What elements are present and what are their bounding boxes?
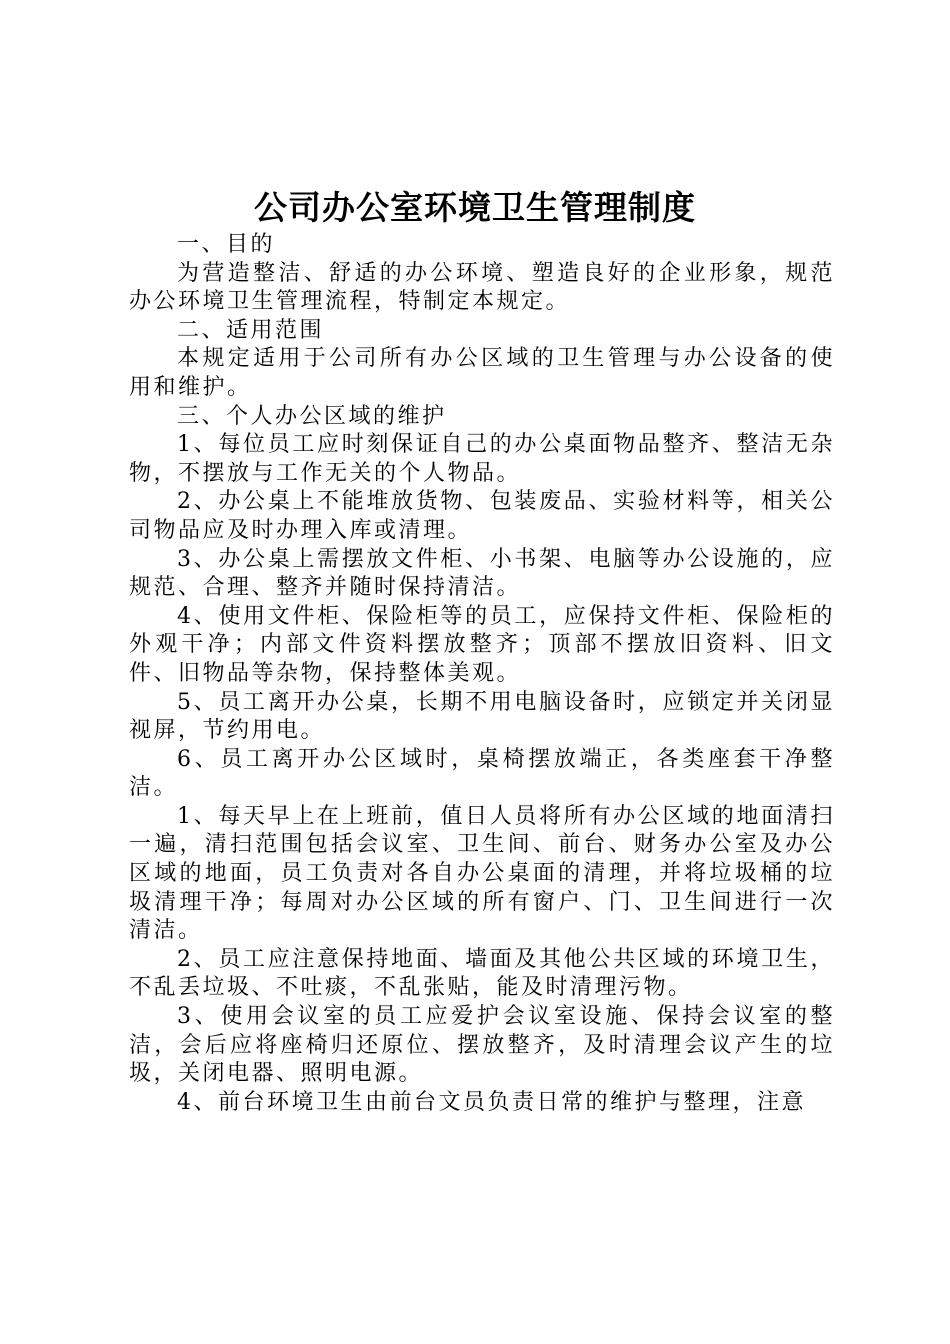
paragraph-purpose: 为营造整洁、舒适的办公环境、塑造良好的企业形象，规范办公环境卫生管理流程，特制定本规定。 — [129, 260, 835, 315]
list-item: 2、员工应注意保持地面、墙面及其他公共区域的环境卫生，不乱丢垃圾、不吐痰，不乱张贴，能及时清理污物。 — [129, 946, 835, 1001]
list-item: 3、办公桌上需摆放文件柜、小书架、电脑等办公设施的，应规范、合理、整齐并随时保持清洁。 — [129, 546, 835, 601]
list-item: 2、办公桌上不能堆放货物、包装废品、实验材料等，相关公司物品应及时办理入库或清理。 — [129, 489, 835, 543]
list-item: 1、每位员工应时刻保证自己的办公桌面物品整齐、整洁无杂物，不摆放与工作无关的个人物品。 — [129, 432, 835, 486]
list-item: 4、使用文件柜、保险柜等的员工，应保持文件柜、保险柜的外观干净；内部文件资料摆放整齐；顶部不摆放旧资料、旧文件、旧物品等杂物，保持整体美观。 — [129, 603, 835, 686]
list-item: 1、每天早上在上班前，值日人员将所有办公区域的地面清扫一遍，清扫范围包括会议室、卫生间、前台、财务办公室及办公区域的地面，员工负责对各自办公桌面的清理，并将垃圾桶的垃圾清理干净；每周对办公区域的所有窗户、门、卫生间进行一次清洁。 — [129, 803, 835, 944]
section-heading-purpose: 一、目的 — [177, 232, 276, 257]
section-heading-personal-area: 三、个人办公区域的维护 — [177, 403, 447, 429]
list-item: 6、员工离开办公区域时，桌椅摆放端正，各类座套干净整洁。 — [129, 746, 835, 801]
paragraph-scope: 本规定适用于公司所有办公区域的卫生管理与办公设备的使用和维护。 — [129, 346, 835, 400]
document-body — [129, 231, 835, 1117]
list-item: 5、员工离开办公桌，长期不用电脑设备时，应锁定并关闭显视屏，节约用电。 — [129, 689, 835, 744]
list-item: 3、使用会议室的员工应爱护会议室设施、保持会议室的整洁，会后应将座椅归还原位、摆放整齐，及时清理会议产生的垃圾，关闭电器、照明电源。 — [129, 1004, 835, 1087]
list-item: 4、前台环境卫生由前台文员负责日常的维护与整理，注意 — [177, 1089, 806, 1115]
section-heading-scope: 二、适用范围 — [177, 317, 325, 343]
document-title: 公司办公室环境卫生管理制度 — [254, 188, 696, 227]
